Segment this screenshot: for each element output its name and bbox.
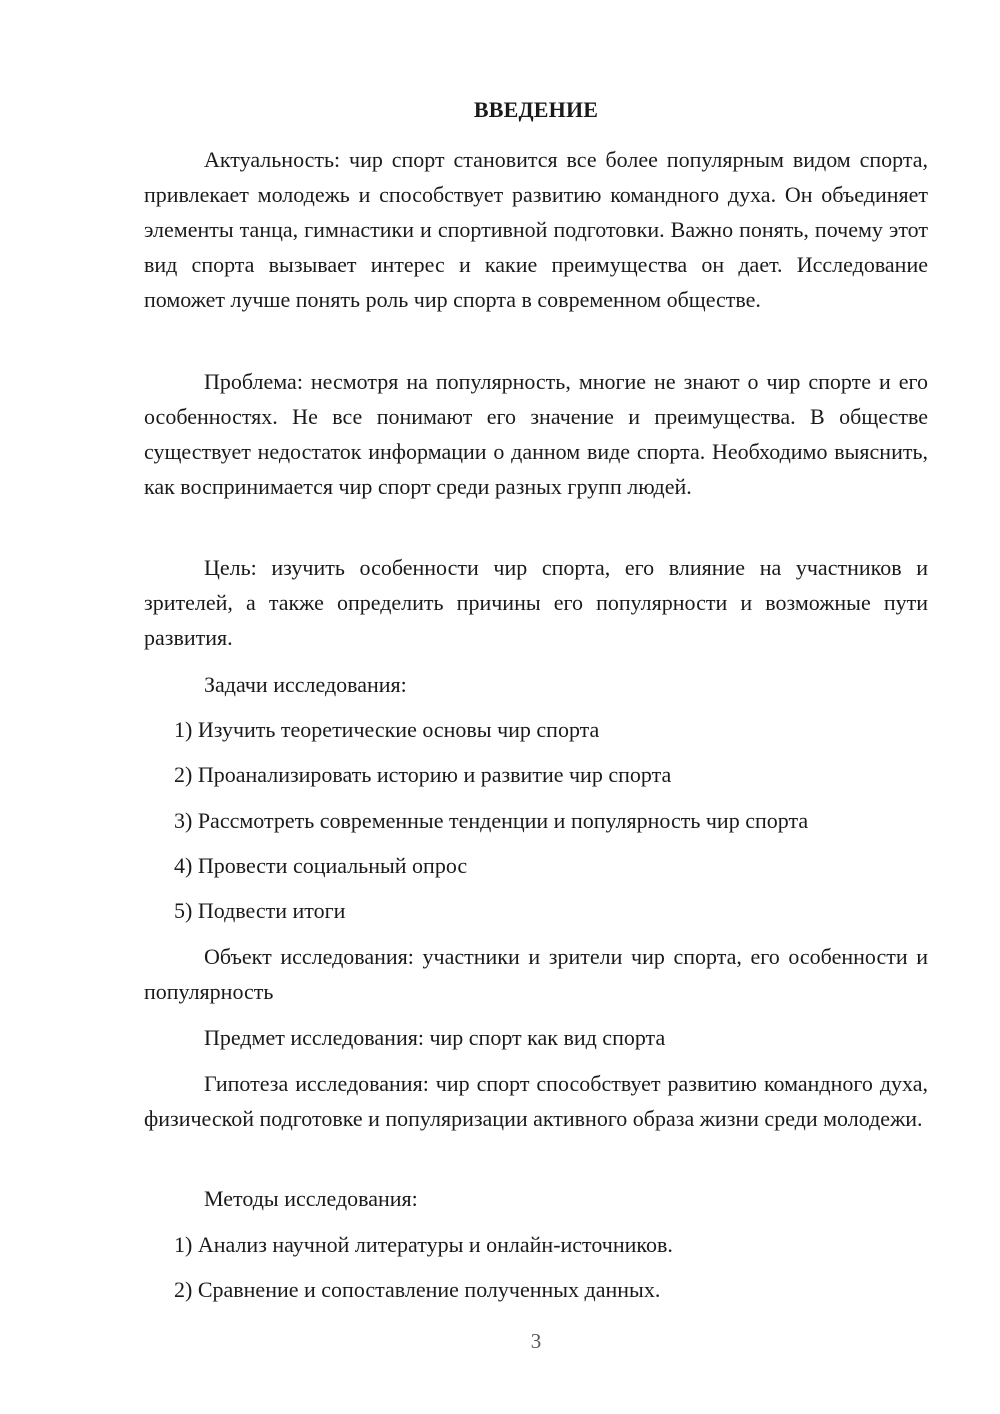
relevance-paragraph: Актуальность: чир спорт становится все более популярным видом спорта, привлекает молодежь и способствует развитию командного духа. Он объединяет элементы танца, гимнастики и спортивной подготовки. Важно понять, почему этот вид спорта вызывает интерес и какие преимущества он дает. Исследование поможет лучше понять роль чир спорта в современном обществе. (144, 147, 928, 312)
hypothesis-paragraph: Гипотеза исследования: чир спорт способствует развитию командного духа, физической подготовке и популяризации активного образа жизни среди молодежи. (144, 1071, 928, 1131)
problem-paragraph: Проблема: несмотря на популярность, многие не знают о чир спорте и его особенностях. Не все понимают его значение и преимущества. В обществе существует недостаток информации о данном виде спорта. Необходимо выяснить, как воспринимается чир спорт среди разных групп людей. (144, 369, 928, 499)
task-item: 3) Рассмотреть современные тенденции и популярность чир спорта (174, 808, 809, 833)
method-item: 2) Сравнение и сопоставление полученных данных. (174, 1277, 661, 1302)
task-item: 2) Проанализировать историю и развитие чир спорта (174, 762, 672, 787)
page-number: 3 (530, 1329, 542, 1353)
task-item: 5) Подвести итоги (174, 898, 346, 923)
task-item: 4) Провести социальный опрос (174, 853, 468, 878)
goal-paragraph: Цель: изучить особенности чир спорта, его влияние на участников и зрителей, а также определить причины его популярности и возможные пути развития. (144, 555, 928, 650)
page-title: ВВЕДЕНИЕ (473, 97, 599, 122)
task-item: 1) Изучить теоретические основы чир спорта (174, 717, 600, 742)
tasks-heading: Задачи исследования: (204, 672, 407, 697)
object-paragraph: Объект исследования: участники и зрители чир спорта, его особенности и популярность (144, 944, 928, 1004)
subject-paragraph: Предмет исследования: чир спорт как вид спорта (204, 1025, 666, 1050)
method-item: 1) Анализ научной литературы и онлайн-источников. (174, 1232, 673, 1257)
methods-heading: Методы исследования: (204, 1186, 418, 1211)
